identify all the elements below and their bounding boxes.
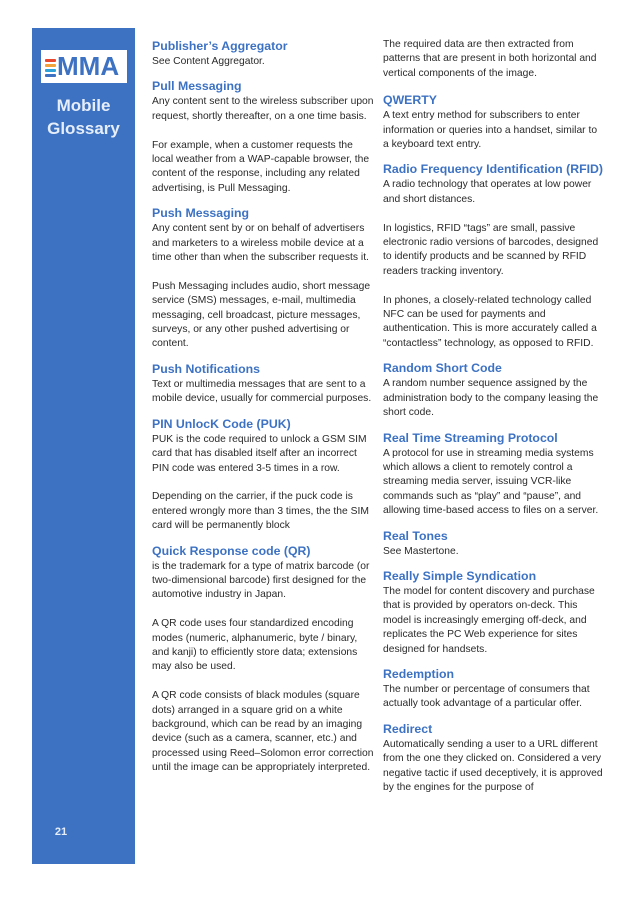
logo-stripes-icon: [45, 59, 56, 79]
glossary-entry: [152, 78, 374, 196]
mma-logo: [41, 50, 127, 83]
glossary-entry: [152, 361, 374, 407]
glossary-entry: [383, 666, 605, 712]
glossary-entry: [383, 528, 605, 559]
entry-term: Push Notifications: [152, 361, 260, 376]
entry-term: PIN UnlocK Code (PUK): [152, 416, 291, 431]
glossary-entry: [383, 161, 605, 351]
entry-definition: Automatically sending a user to a URL different from the one they clicked on. Considered a very negative tactic if used deceptively, it is approved by the engines for the purpose of: [383, 738, 603, 793]
entry-definition: Text or multimedia messages that are sent to a mobile device, usually for commercial purposes.: [152, 378, 372, 405]
entry-definition: For example, when a customer requests the local weather from a WAP-capable browser, the content of the response, including any related advertising, is Pull Messaging.: [152, 139, 370, 194]
entry-definition: is the trademark for a type of matrix barcode (or two-dimensional barcode) first designed for the automotive industry in Japan.: [152, 560, 370, 601]
glossary-entry: [152, 543, 374, 776]
entry-term: Publisher’s Aggregator: [152, 39, 288, 53]
entry-definition: The number or percentage of consumers that actually took advantage of a particular offer.: [383, 683, 590, 710]
entry-term: Radio Frequency Identification (RFID): [383, 162, 603, 177]
glossary-entry: [383, 360, 605, 420]
glossary-title-line2: Glossary: [47, 119, 120, 138]
right-column: [383, 38, 605, 804]
entry-definition: PUK is the code required to unlock a GSM SIM card that has disabled itself after an incorrect PIN code was entered 3-5 times in a row.: [152, 433, 367, 474]
entry-definition: The required data are then extracted from patterns that are present in both horizontal and vertical components of the image.: [383, 39, 597, 79]
glossary-entry: [383, 721, 605, 796]
entry-term: QWERTY: [383, 93, 437, 108]
entry-term: Push Messaging: [152, 206, 250, 221]
entry-definition: A QR code consists of black modules (square dots) arranged in a square grid on a white background, which can be read by an imaging device (such as a camera, scanner, etc.) and processed using Reed–Solomon error correction until the image can be appropriately interpreted.: [152, 690, 374, 774]
glossary-title: [32, 94, 135, 140]
logo-stripe: [45, 74, 56, 77]
entry-definition: Any content sent by or on behalf of advertisers and marketers to a wireless mobile device at a time other than when the subscriber requests it.: [152, 223, 369, 264]
logo-stripe: [45, 69, 56, 72]
entry-term: Pull Messaging: [152, 79, 242, 94]
glossary-entry: [383, 430, 605, 519]
entry-term: Really Simple Syndication: [383, 568, 537, 583]
entry-definition: A text entry method for subscribers to enter information or queries into a handset, similar to a keyboard text entry.: [383, 110, 598, 151]
entry-definition: Any content sent to the wireless subscriber upon request, shortly thereafter, on a one time basis.: [152, 96, 374, 122]
glossary-entry: [383, 568, 605, 657]
logo-stripe: [45, 59, 56, 62]
sidebar: [32, 28, 135, 864]
entry-definition: Push Messaging includes audio, short message service (SMS) messages, e-mail, multimedia messaging, cell broadcast, picture messages, surveys, or any other pushed advertising or content.: [152, 280, 371, 350]
entry-definition: A protocol for use in streaming media systems which allows a client to remotely control a streaming media server, issuing VCR-like commands such as “play” and “pause”, and allowing time-based access to files on a server.: [383, 447, 599, 517]
entry-definition: In phones, a closely-related technology called NFC can be used for payments and authentication. This is more accurately called a “contactless” technology, as opposed to RFID.: [383, 294, 597, 349]
entry-term: Redirect: [383, 721, 433, 736]
glossary-title-line1: Mobile: [56, 96, 111, 115]
page-number: 21: [54, 826, 68, 838]
entry-definition: A QR code uses four standardized encoding modes (numeric, alphanumeric, byte / binary, and kanji) to efficiently store data; extensions may also be used.: [152, 618, 358, 673]
entry-definition: Depending on the carrier, if the puck code is entered wrongly more than 3 times, the the SIM card will be permanently block: [152, 491, 369, 532]
glossary-entry: [152, 416, 374, 534]
entry-definition: In logistics, RFID “tags” are small, passive electronic radio versions of barcodes, designed to identify products and be scanned by RFID readers tracking inventory.: [383, 222, 599, 277]
glossary-entry: [152, 205, 374, 352]
glossary-entry: [383, 92, 605, 152]
logo-text: MMA: [57, 51, 120, 81]
entry-term: Real Time Streaming Protocol: [383, 430, 558, 445]
logo-stripe: [45, 64, 56, 67]
continued-definition: [383, 38, 605, 81]
entry-definition: See Mastertone.: [383, 545, 459, 557]
entry-term: Random Short Code: [383, 361, 502, 376]
left-column: [152, 38, 374, 785]
glossary-entry: [152, 38, 374, 69]
entry-definition: A random number sequence assigned by the administration body to the company leasing the short code.: [383, 378, 599, 419]
entry-term: Quick Response code (QR): [152, 543, 311, 558]
entry-definition: A radio technology that operates at low power and short distances.: [383, 179, 592, 205]
entry-definition: The model for content discovery and purchase that is provided by operators on-deck. This model is increasingly emerging off-deck, and replicates the PC Web experience for sites designed for handsets.: [383, 585, 595, 655]
entry-definition: See Content Aggregator.: [152, 56, 265, 67]
entry-term: Redemption: [383, 666, 455, 681]
entry-term: Real Tones: [383, 528, 448, 543]
